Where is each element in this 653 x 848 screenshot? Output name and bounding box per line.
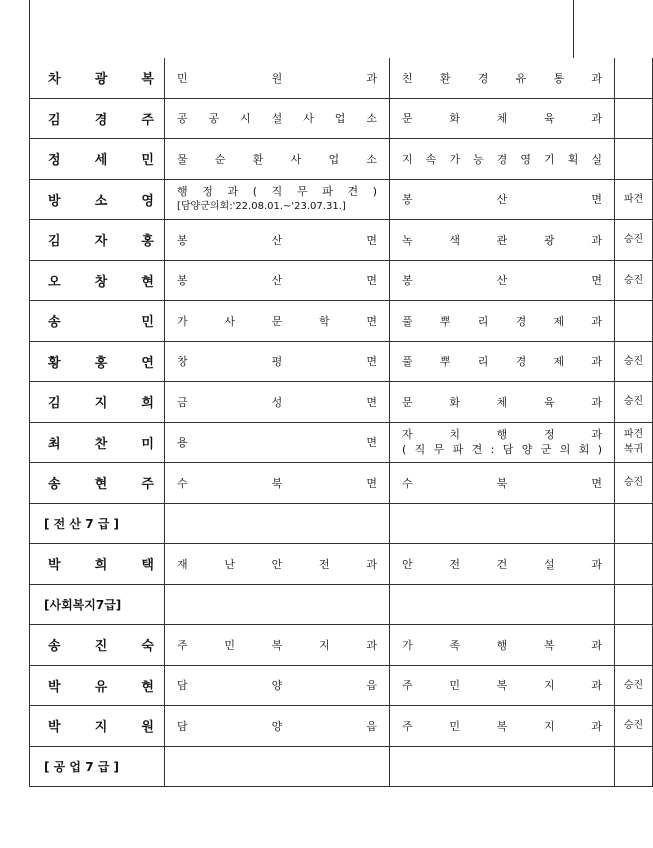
new-department-text: 주 민 복 지 과 — [402, 679, 602, 693]
new-department — [390, 98, 615, 139]
remark — [615, 301, 653, 342]
remark — [615, 544, 653, 585]
previous-department — [165, 463, 390, 504]
remark-text-2: 복귀 — [623, 444, 644, 456]
previous-department — [165, 58, 390, 98]
employee-name-text: 황 홍 연 — [48, 355, 154, 371]
previous-department-text: 봉 산 면 — [177, 233, 377, 247]
remark-text: 승진 — [623, 679, 644, 691]
new-department — [390, 179, 615, 220]
empty-cell — [615, 584, 653, 625]
employee-name — [30, 58, 165, 98]
section-header-row — [30, 503, 653, 544]
remark — [615, 179, 653, 220]
section-header: [ 공 업 7 급 ] — [30, 746, 165, 787]
table-row — [30, 179, 653, 220]
new-department-detail: ( 직 무 파 견 : 담 양 군 의 회 ) — [402, 443, 602, 457]
previous-department-text: 재 난 안 전 과 — [177, 557, 377, 571]
remark-text: 승진 — [623, 355, 644, 367]
previous-department-text: 금 성 면 — [177, 395, 377, 409]
personnel-table — [29, 58, 653, 787]
empty-cell — [165, 503, 390, 544]
right-edge-line — [573, 0, 574, 58]
remark — [615, 98, 653, 139]
new-department-text: 주 민 복 지 과 — [402, 719, 602, 733]
empty-cell — [165, 584, 390, 625]
previous-department-text: 민 원 과 — [177, 71, 377, 85]
previous-department — [165, 706, 390, 747]
table-row — [30, 625, 653, 666]
employee-name-text: 박 유 현 — [48, 679, 154, 695]
previous-department — [165, 625, 390, 666]
employee-name — [30, 625, 165, 666]
previous-department-text: 용 면 — [177, 436, 377, 450]
previous-department — [165, 544, 390, 585]
previous-department-text: 수 북 면 — [177, 476, 377, 490]
remark — [615, 422, 653, 463]
previous-department-text: 물 순 환 사 업 소 — [177, 152, 377, 166]
table-row — [30, 139, 653, 180]
empty-cell — [390, 584, 615, 625]
employee-name — [30, 220, 165, 261]
new-department-text: 녹 색 관 광 과 — [402, 233, 602, 247]
new-department-text: 수 북 면 — [402, 476, 602, 490]
employee-name-text: 오 창 현 — [48, 274, 154, 290]
remark-text: 승진 — [623, 477, 644, 489]
previous-department — [165, 341, 390, 382]
left-edge-line — [29, 0, 30, 58]
employee-name-text: 박 지 원 — [48, 720, 154, 736]
remark — [615, 706, 653, 747]
personnel-table-sheet — [29, 58, 644, 787]
new-department — [390, 382, 615, 423]
table-row — [30, 98, 653, 139]
previous-department-text: 담 양 읍 — [177, 679, 377, 693]
previous-department — [165, 179, 390, 220]
new-department-text: 친 환 경 유 통 과 — [402, 71, 602, 85]
empty-cell — [165, 746, 390, 787]
table-row — [30, 422, 653, 463]
remark-text: 파견 — [623, 429, 644, 441]
employee-name — [30, 98, 165, 139]
new-department — [390, 544, 615, 585]
new-department-text: 봉 산 면 — [402, 193, 602, 207]
remark — [615, 665, 653, 706]
remark-text: 승진 — [623, 274, 644, 286]
employee-name — [30, 260, 165, 301]
table-row — [30, 544, 653, 585]
new-department-text: 풀 뿌 리 경 제 과 — [402, 314, 602, 328]
employee-name-text: 방 소 영 — [48, 193, 154, 209]
new-department-text: 자 치 행 정 과 — [402, 428, 602, 442]
employee-name — [30, 179, 165, 220]
previous-department — [165, 422, 390, 463]
table-row — [30, 341, 653, 382]
table-row — [30, 463, 653, 504]
empty-cell — [615, 746, 653, 787]
new-department-text: 안 전 건 설 과 — [402, 557, 602, 571]
new-department — [390, 706, 615, 747]
new-department — [390, 139, 615, 180]
previous-department — [165, 260, 390, 301]
employee-name-text: 차 광 복 — [48, 72, 154, 88]
previous-department-text: 가 사 문 학 면 — [177, 314, 377, 328]
remark-text: 승진 — [623, 396, 644, 408]
table-row — [30, 58, 653, 98]
employee-name-text: 정 세 민 — [48, 153, 154, 169]
employee-name-text: 김 경 주 — [48, 112, 154, 128]
remark-text: 승진 — [623, 720, 644, 732]
new-department-text: 지 속 가 능 경 영 기 획 실 — [402, 152, 602, 166]
employee-name — [30, 544, 165, 585]
employee-name — [30, 341, 165, 382]
previous-department — [165, 139, 390, 180]
empty-cell — [615, 503, 653, 544]
new-department-text: 봉 산 면 — [402, 274, 602, 288]
table-row — [30, 665, 653, 706]
remark-text: 승진 — [623, 234, 644, 246]
previous-department — [165, 665, 390, 706]
employee-name — [30, 139, 165, 180]
table-row — [30, 260, 653, 301]
remark — [615, 625, 653, 666]
new-department — [390, 260, 615, 301]
new-department-text: 풀 뿌 리 경 제 과 — [402, 355, 602, 369]
employee-name-text: 최 찬 미 — [48, 436, 154, 452]
new-department — [390, 301, 615, 342]
new-department-text: 문 화 체 육 과 — [402, 395, 602, 409]
employee-name-text: 김 지 희 — [48, 396, 154, 412]
table-row — [30, 706, 653, 747]
employee-name — [30, 665, 165, 706]
previous-department — [165, 382, 390, 423]
employee-name-text: 송 현 주 — [48, 477, 154, 493]
employee-name — [30, 706, 165, 747]
previous-department-text: 봉 산 면 — [177, 274, 377, 288]
previous-department — [165, 220, 390, 261]
table-row — [30, 301, 653, 342]
previous-department — [165, 301, 390, 342]
section-header: [ 전 산 7 급 ] — [30, 503, 165, 544]
employee-name — [30, 382, 165, 423]
employee-name — [30, 301, 165, 342]
section-header: [사회복지7급] — [30, 584, 165, 625]
remark — [615, 341, 653, 382]
employee-name-text: 박 희 택 — [48, 558, 154, 574]
previous-department — [165, 98, 390, 139]
remark — [615, 139, 653, 180]
new-department-text: 문 화 체 육 과 — [402, 112, 602, 126]
new-department — [390, 341, 615, 382]
employee-name-text: 송 진 숙 — [48, 639, 154, 655]
employee-name-text: 송 민 — [48, 315, 154, 331]
remark — [615, 260, 653, 301]
table-row — [30, 382, 653, 423]
section-header-row — [30, 746, 653, 787]
remark — [615, 463, 653, 504]
personnel-table-body — [30, 58, 653, 787]
new-department — [390, 422, 615, 463]
new-department — [390, 665, 615, 706]
remark — [615, 220, 653, 261]
new-department-text: 가 족 행 복 과 — [402, 638, 602, 652]
previous-department-text: 주 민 복 지 과 — [177, 638, 377, 652]
previous-department-detail: [담양군의회:'22.08.01.~'23.07.31.] — [177, 201, 346, 213]
employee-name-text: 김 자 홍 — [48, 234, 154, 250]
previous-department-text: 창 평 면 — [177, 355, 377, 369]
remark-text: 파견 — [623, 193, 644, 205]
section-header-row — [30, 584, 653, 625]
employee-name — [30, 422, 165, 463]
new-department — [390, 58, 615, 98]
remark — [615, 382, 653, 423]
new-department — [390, 220, 615, 261]
remark — [615, 58, 653, 98]
table-row — [30, 220, 653, 261]
new-department — [390, 625, 615, 666]
previous-department-text: 행 정 과 ( 직 무 파 견 ) — [177, 185, 377, 199]
empty-cell — [390, 503, 615, 544]
previous-department-text: 공 공 시 설 사 업 소 — [177, 112, 377, 126]
new-department — [390, 463, 615, 504]
empty-cell — [390, 746, 615, 787]
employee-name — [30, 463, 165, 504]
previous-department-text: 담 양 읍 — [177, 719, 377, 733]
